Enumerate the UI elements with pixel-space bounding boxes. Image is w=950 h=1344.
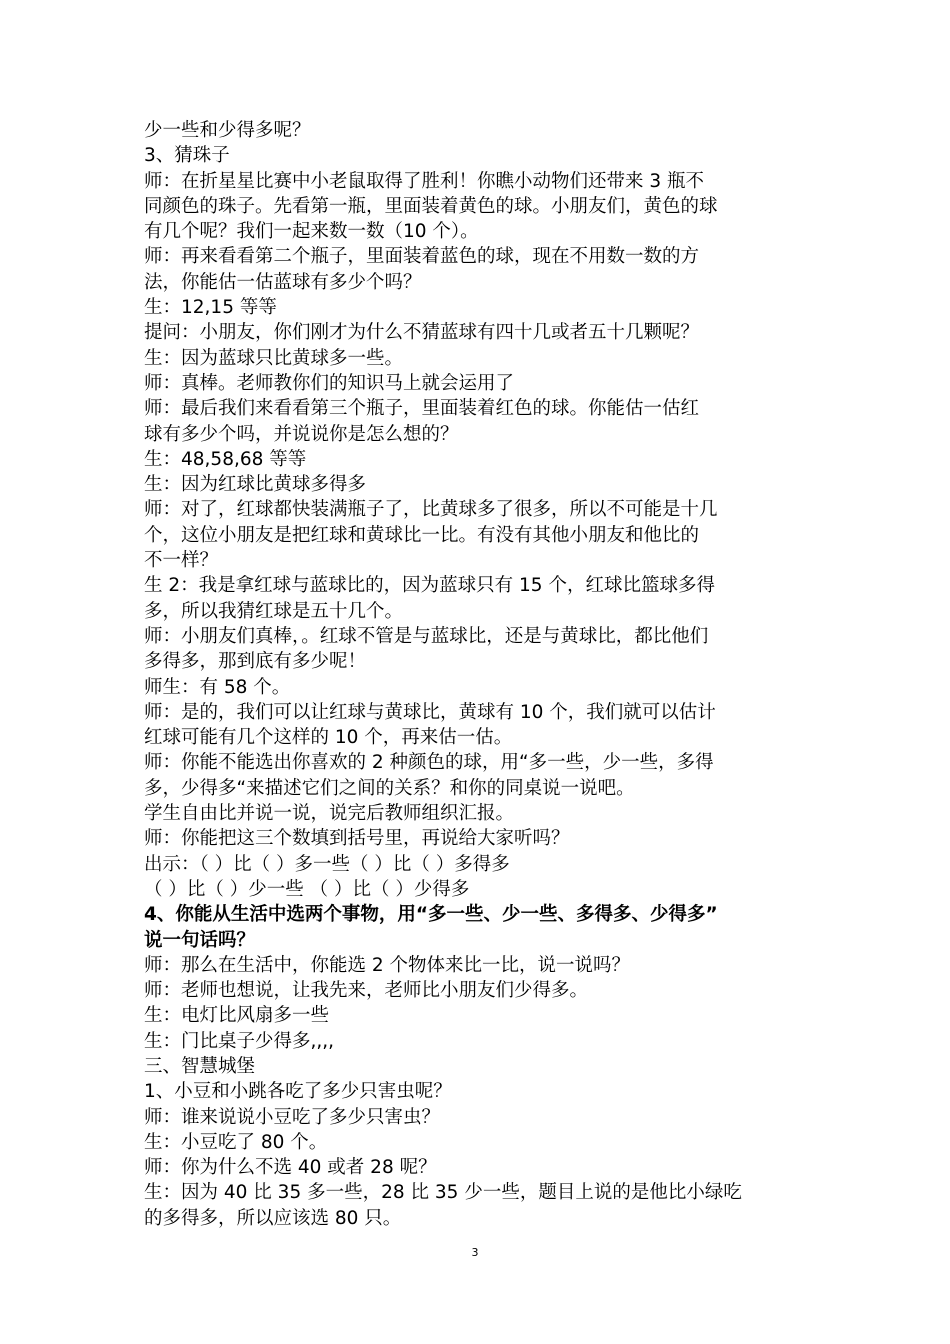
text-line: 师：那么在生活中，你能选 2 个物体来比一比，说一说吗？ <box>144 954 631 976</box>
text-line: 生 2：我是拿红球与蓝球比的，因为蓝球只有 15 个，红球比篮球多得 <box>144 575 715 597</box>
text-line: 说一句话吗？ <box>144 929 256 951</box>
text-line: 球有多少个吗，并说说你是怎么想的？ <box>144 423 459 445</box>
text-line: （ ）比（ ）少一些 （ ）比（ ）少得多 <box>144 878 470 900</box>
text-line: 三、智慧城堡 <box>144 1055 256 1077</box>
text-line: 生：12,15 等等 <box>144 297 277 319</box>
text-line: 的多得多，所以应该选 80 只。 <box>144 1207 402 1229</box>
text-line: 师：你为什么不选 40 或者 28 呢？ <box>144 1157 437 1179</box>
text-line: 师：小朋友们真棒，。红球不管是与蓝球比，还是与黄球比，都比他们 <box>144 625 709 647</box>
text-line: 提问：小朋友，你们刚才为什么不猜蓝球有四十几或者五十几颗呢？ <box>144 322 700 344</box>
text-line: 生：电灯比风扇多一些 <box>144 1005 330 1027</box>
text-line: 师：再来看看第二个瓶子，里面装着蓝色的球，现在不用数一数的方 <box>144 246 700 268</box>
text-line: 生：小豆吃了 80 个。 <box>144 1131 328 1153</box>
text-line: 个，这位小朋友是把红球和黄球比一比。有没有其他小朋友和他比的 <box>144 524 700 546</box>
text-line: 1、小豆和小跳各吃了多少只害虫呢？ <box>144 1081 452 1103</box>
text-line: 师：老师也想说，让我先来，老师比小朋友们少得多。 <box>144 980 589 1002</box>
text-line: 师：谁来说说小豆吃了多少只害虫？ <box>144 1106 441 1128</box>
text-line: 师生：有 58 个。 <box>144 676 291 698</box>
text-line: 生：因为红球比黄球多得多 <box>144 474 367 496</box>
text-line: 多得多，那到底有多少呢！ <box>144 651 367 673</box>
page-number: 3 <box>471 1246 479 1259</box>
text-line: 4、你能从生活中选两个事物，用“多一些、少一些、多得多、少得多” <box>144 904 718 926</box>
text-line: 学生自由比并说一说，说完后教师组织汇报。 <box>144 803 515 825</box>
document-body <box>144 118 812 1231</box>
text-line: 出示：（ ）比（ ）多一些（ ）比（ ）多得多 <box>144 853 510 875</box>
text-line: 同颜色的珠子。先看第一瓶，里面装着黄色的球。小朋友们，黄色的球 <box>144 195 718 217</box>
text-line: 师：是的，我们可以让红球与黄球比，黄球有 10 个，我们就可以估计 <box>144 701 716 723</box>
text-line: 多，少得多“来描述它们之间的关系？和你的同桌说一说吧。 <box>144 777 635 799</box>
text-line: 师：最后我们来看看第三个瓶子，里面装着红色的球。你能估一估红 <box>144 398 700 420</box>
text-line: 师：你能把这三个数填到括号里，再说给大家听吗？ <box>144 828 570 850</box>
text-line: 法，你能估一估蓝球有多少个吗？ <box>144 271 422 293</box>
text-line: 多，所以我猜红球是五十几个。 <box>144 600 404 622</box>
text-line: 师：在折星星比赛中小老鼠取得了胜利！你瞧小动物们还带来 3 瓶不 <box>144 170 705 192</box>
text-line: 师：真棒。老师教你们的知识马上就会运用了 <box>144 372 515 394</box>
text-line: 生：因为 40 比 35 多一些，28 比 35 少一些，题目上说的是他比小绿吃 <box>144 1182 742 1204</box>
text-line: 不一样？ <box>144 550 219 572</box>
text-line: 生：因为蓝球只比黄球多一些。 <box>144 347 404 369</box>
text-line: 生：门比桌子少得多,,,, <box>144 1030 335 1052</box>
text-line: 少一些和少得多呢？ <box>144 120 311 141</box>
text-line: 师：你能不能选出你喜欢的 2 种颜色的球，用“多一些，少一些，多得 <box>144 752 714 774</box>
text-line: 生：48,58,68 等等 <box>144 448 307 470</box>
text-line: 红球可能有几个这样的 10 个，再来估一估。 <box>144 727 513 749</box>
text-line: 师：对了，红球都快装满瓶子了，比黄球多了很多，所以不可能是十几 <box>144 499 718 521</box>
text-line: 3、猜珠子 <box>144 145 230 167</box>
text-line: 有几个呢？我们一起来数一数（10 个）。 <box>144 221 479 243</box>
